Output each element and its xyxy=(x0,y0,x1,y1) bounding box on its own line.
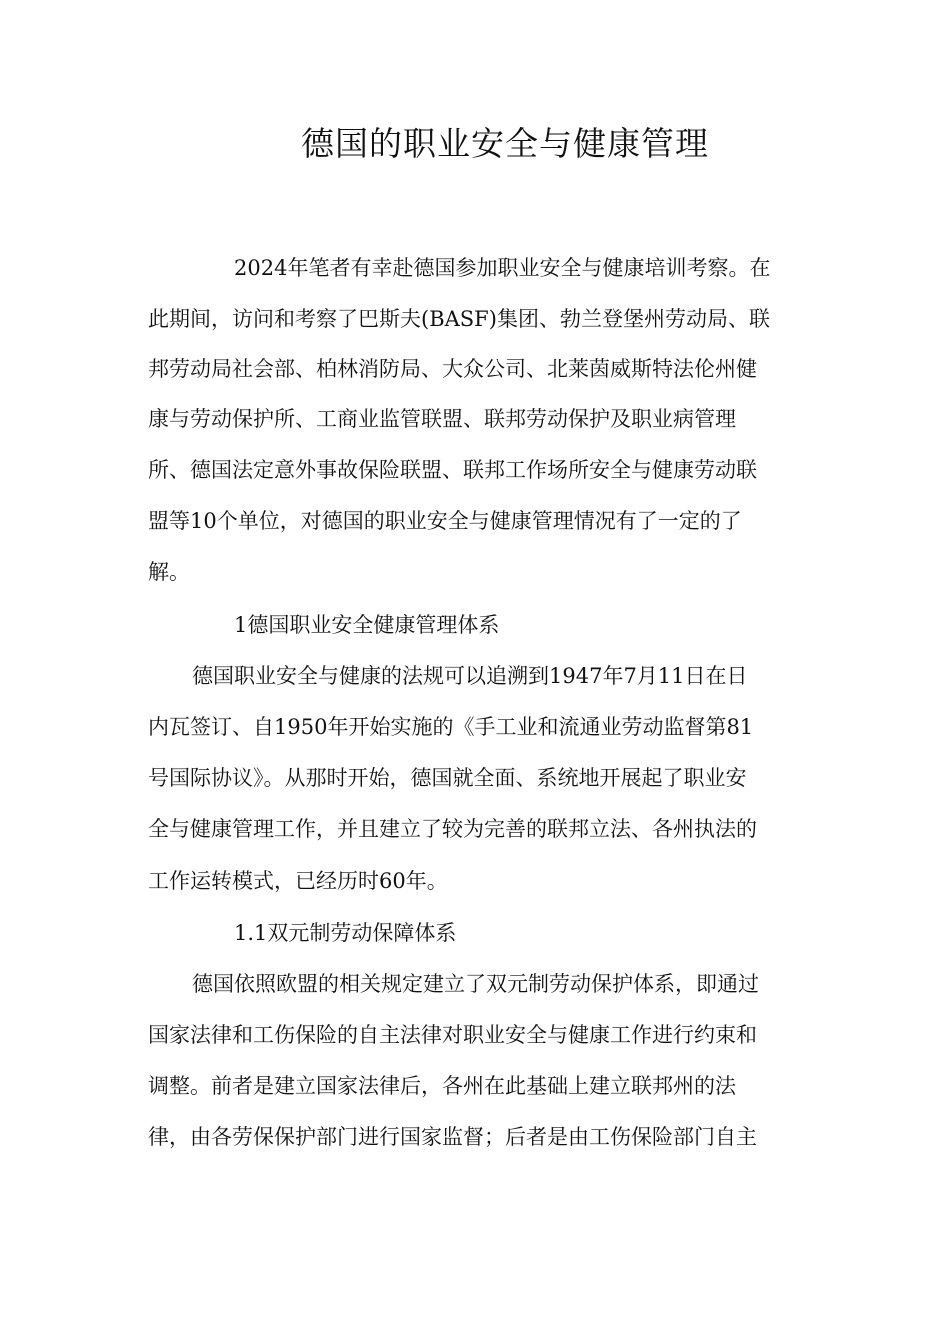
subsection-heading: 1.1双元制劳动保障体系 xyxy=(234,921,457,945)
paragraph-line: 内瓦签订、自1950年开始实施的《手工业和流通业劳动监督第81 xyxy=(148,715,754,739)
paragraph-line: 盟等10个单位，对德国的职业安全与健康管理情况有了一定的了 xyxy=(148,509,742,533)
paragraph-line: 德国依照欧盟的相关规定建立了双元制劳动保护体系，即通过 xyxy=(192,972,759,996)
paragraph-line: 调整。前者是建立国家法律后，各州在此基础上建立联邦州的法 xyxy=(148,1074,736,1098)
paragraph-line: 律，由各劳保保护部门进行国家监督；后者是由工伤保险部门自主 xyxy=(148,1125,757,1149)
paragraph-line: 德国职业安全与健康的法规可以追溯到1947年7月11日在日 xyxy=(192,664,748,688)
document-title: 德国的职业安全与健康管理 xyxy=(301,124,709,163)
paragraph-line: 2024年笔者有幸赴德国参加职业安全与健康培训考察。在 xyxy=(234,256,771,280)
paragraph-line: 解。 xyxy=(148,560,190,584)
paragraph-line: 全与健康管理工作，并且建立了较为完善的联邦立法、各州执法的 xyxy=(148,817,757,841)
paragraph-line: 此期间，访问和考察了巴斯夫(BASF)集团、勃兰登堡州劳动局、联 xyxy=(148,307,770,331)
paragraph-line: 康与劳动保护所、工商业监管联盟、联邦劳动保护及职业病管理 xyxy=(148,407,736,431)
paragraph-line: 号国际协议》。从那时开始，德国就全面、系统地开展起了职业安 xyxy=(148,766,747,790)
paragraph-line: 所、德国法定意外事故保险联盟、联邦工作场所安全与健康劳动联 xyxy=(148,458,757,482)
section-heading: 1德国职业安全健康管理体系 xyxy=(234,613,500,637)
paragraph-line: 邦劳动局社会部、柏林消防局、大众公司、北莱茵威斯特法伦州健 xyxy=(148,357,757,381)
paragraph-line: 国家法律和工伤保险的自主法律对职业安全与健康工作进行约束和 xyxy=(148,1023,757,1047)
paragraph-line: 工作运转模式，已经历时60年。 xyxy=(148,869,448,893)
